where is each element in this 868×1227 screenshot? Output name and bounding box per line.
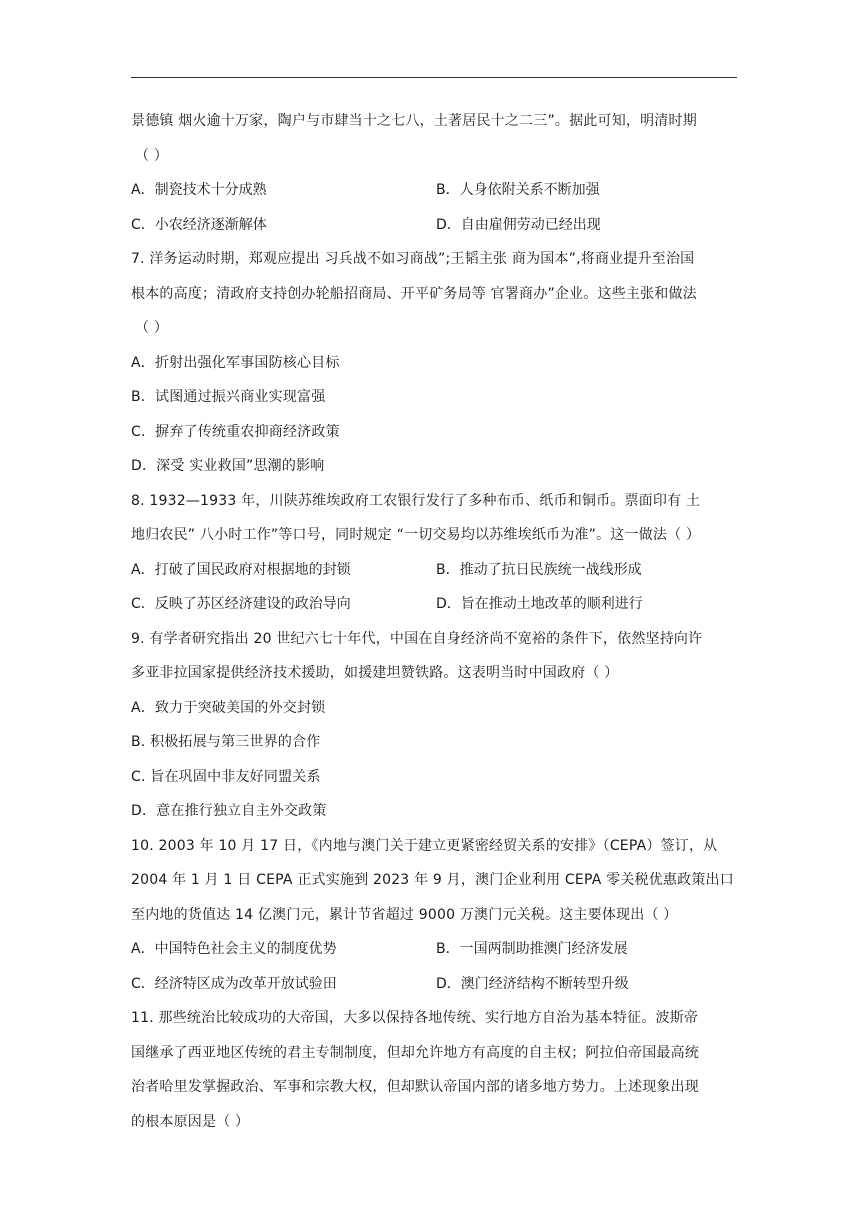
q8-option-a: A．打破了国民政府对根据地的封锁 [131,561,351,578]
q8-option-c: C．反映了苏区经济建设的政治导向 [131,596,351,612]
header-rule [131,77,737,78]
q8-options-row-1 [131,553,741,588]
q9-option-d: D．意在推行独立自主外交政策 [131,803,327,819]
q6-options-row-2 [131,208,741,243]
q6-option-a: A．制瓷技术十分成熟 [131,182,267,198]
q9-option-b: B. 积极拓展与第三世界的合作 [131,734,321,750]
q7-stem-line: 7. 洋务运动时期，郑观应提出 习兵战不如习商战”;王韬主张 商为国本”,将商业提升至治国 [131,251,695,267]
q11-stem-line: 国继承了西亚地区传统的君主专制制度，但却允许地方有高度的自主权；阿拉伯帝国最高统 [131,1044,699,1061]
q8-option-d: D．旨在推动土地改革的顺利进行 [436,596,643,612]
q7-stem-line: 根本的高度；清政府支持创办轮船招商局、开平矿务局等 官署商办”企业。这些主张和做法 [131,285,697,302]
q10-option-d: D．澳门经济结构不断转型升级 [436,975,629,992]
q10-stem-line: 2004 年 1 月 1 日 CEPA 正式实施到 2023 年 9 月，澳门企业利用 CEPA 零关税优惠政策出口 [131,872,734,888]
q6-stem-line: 景德镇 烟火逾十万家，陶户与市肆当十之七八，土著居民十之二三”。据此可知，明清时期 [131,113,697,129]
q8-stem-line: 地归农民” 八小时工作”等口号，同时规定 “一切交易均以苏维埃纸币为准”。这一做法（ ） [131,527,701,543]
q10-option-a: A．中国特色社会主义的制度优势 [131,941,337,957]
q6-answer-blank: （ ） [135,147,169,164]
q6-options-row-1 [131,173,741,208]
q6-option-b: B．人身依附关系不断加强 [436,182,600,198]
q9-stem-line: 多亚非拉国家提供经济技术援助，如援建坦赞铁路。这表明当时中国政府（ ） [131,665,619,681]
q10-option-b: B．一国两制助推澳门经济发展 [436,941,628,957]
q10-options-row-1 [131,932,741,967]
q9-stem-line: 9. 有学者研究指出 20 世纪六七十年代，中国在自身经济尚不宽裕的条件下，依然坚持向许 [131,630,703,647]
q11-stem-line: 的根本原因是（ ） [131,1113,250,1130]
q7-answer-blank: （ ） [135,320,169,336]
q7-option-d: D．深受 实业救国”思潮的影响 [131,458,325,474]
q9-option-c: C. 旨在巩固中非友好同盟关系 [131,768,321,785]
q8-options-row-2 [131,587,741,622]
q7-option-a: A．折射出强化军事国防核心目标 [131,354,340,371]
q7-option-b: B．试图通过振兴商业实现富强 [131,389,326,405]
q8-stem-line: 8. 1932—1933 年，川陕苏维埃政府工农银行发行了多种布币、纸币和铜币。票面印有 土 [131,492,701,509]
q10-option-c: C．经济特区成为改革开放试验田 [131,975,337,992]
q8-option-b: B．推动了抗日民族统一战线形成 [436,561,642,578]
q6-option-d: D．自由雇佣劳动已经出现 [436,216,601,233]
q10-stem-line: 至内地的货值达 14 亿澳门元，累计节省超过 9000 万澳门元关税。这主要体现出（ ） [131,906,678,923]
q9-option-a: A．致力于突破美国的外交封锁 [131,699,326,716]
q11-stem-line: 11. 那些统治比较成功的大帝国，大多以保持各地传统、实行地方自治为基本特征。波斯帝 [131,1010,699,1026]
question-content [131,104,741,1139]
q10-options-row-2 [131,967,741,1002]
q6-option-c: C．小农经济逐渐解体 [131,216,267,233]
q11-stem-line: 治者哈里发掌握政治、军事和宗教大权，但却默认帝国内部的诸多地方势力。上述现象出现 [131,1079,699,1095]
q7-option-c: C．摒弃了传统重农抑商经济政策 [131,423,340,440]
q10-stem-line: 10. 2003 年 10 月 17 日，《内地与澳门关于建立更紧密经贸关系的安排》（CEPA）签订，从 [131,837,718,854]
